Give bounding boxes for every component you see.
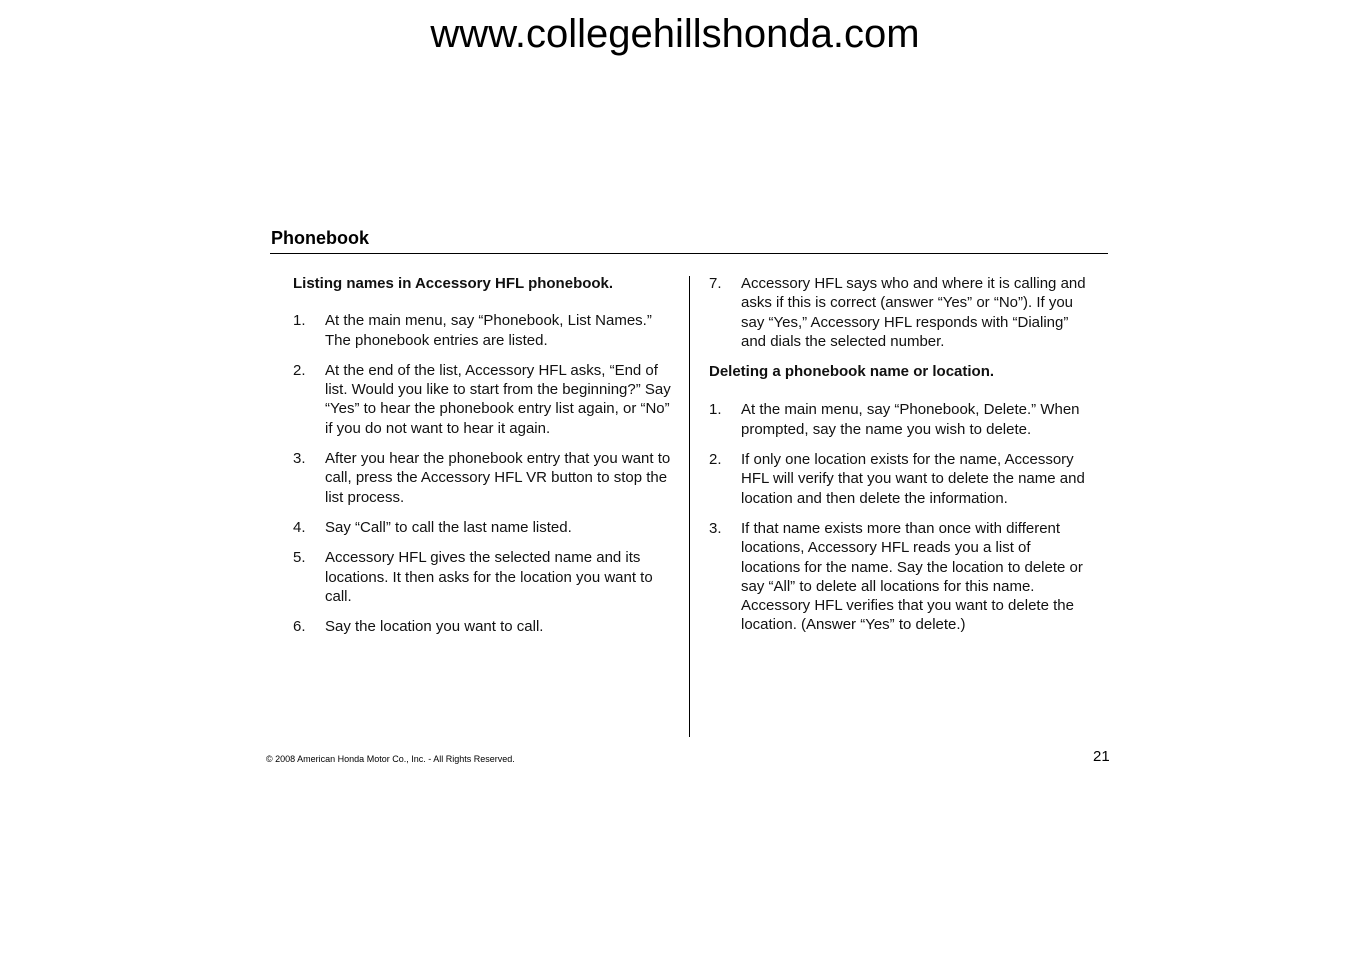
section-title: Phonebook [271, 228, 369, 248]
step-text: At the main menu, say “Phonebook, List Names.” The phonebook entries are listed. [325, 312, 652, 349]
step-text: Accessory HFL gives the selected name and its locations. It then asks for the location you want to call. [325, 549, 653, 605]
list-item [293, 518, 673, 537]
list-item [293, 361, 673, 438]
step-text: Say the location you want to call. [325, 618, 544, 636]
step-number: 7. [709, 275, 722, 292]
list-item [709, 274, 1089, 351]
left-column [293, 274, 673, 647]
column-divider [689, 276, 690, 737]
deleting-subhead: Deleting a phonebook name or location. [709, 363, 995, 381]
step-number: 1. [293, 312, 306, 330]
list-item [709, 450, 1089, 508]
page-number: 21 [1093, 748, 1110, 765]
listing-names-subhead: Listing names in Accessory HFL phonebook. [293, 275, 614, 292]
list-item [293, 449, 673, 507]
step-text: Say “Call” to call the last name listed. [325, 518, 572, 536]
list-item [709, 400, 1089, 439]
list-item [293, 617, 673, 636]
right-column [709, 274, 1089, 646]
step-text: After you hear the phonebook entry that you want to call, press the Accessory HFL VR button to stop the list process. [325, 450, 671, 506]
step-text: At the main menu, say “Phonebook, Delete.” When prompted, say the name you wish to delete. [741, 401, 1080, 438]
step-text: Accessory HFL says who and where it is calling and asks if this is correct (answer “Yes” or “No”). If you say “Yes,” Accessory HFL responds with “Dialing” and dials the selected number. [741, 275, 1086, 350]
step-number: 2. [709, 451, 722, 469]
list-item [293, 311, 673, 350]
step-number: 1. [709, 401, 722, 419]
copyright-notice: © 2008 American Honda Motor Co., Inc. - All Rights Reserved. [266, 754, 515, 764]
list-item [709, 519, 1089, 635]
deleting-steps [709, 400, 1089, 634]
step-text: If that name exists more than once with different locations, Accessory HFL reads you a list of locations for the name. Say the location to delete or say “All” to delete all locations for this name. Accessory HFL verifies that you want to delete the location. (Answer “Yes” to delete.) [741, 519, 1083, 634]
title-divider [270, 253, 1108, 254]
step-text: At the end of the list, Accessory HFL asks, “End of list. Would you like to start from the beginning?” Say “Yes” to hear the phonebook entry list again, or “No” if you do not want to hear it again. [325, 361, 671, 437]
list-item [293, 548, 673, 606]
step-number: 6. [293, 618, 306, 636]
step-number: 5. [293, 549, 306, 567]
step-number: 4. [293, 518, 306, 536]
continued-steps [709, 274, 1089, 351]
site-url-header: www.collegehillshonda.com [430, 12, 920, 56]
step-number: 3. [709, 519, 722, 537]
listing-names-steps [293, 311, 673, 636]
step-text: If only one location exists for the name, Accessory HFL will verify that you want to delete the name and location and then delete the information. [741, 451, 1085, 507]
step-number: 3. [293, 450, 306, 468]
step-number: 2. [293, 361, 306, 379]
